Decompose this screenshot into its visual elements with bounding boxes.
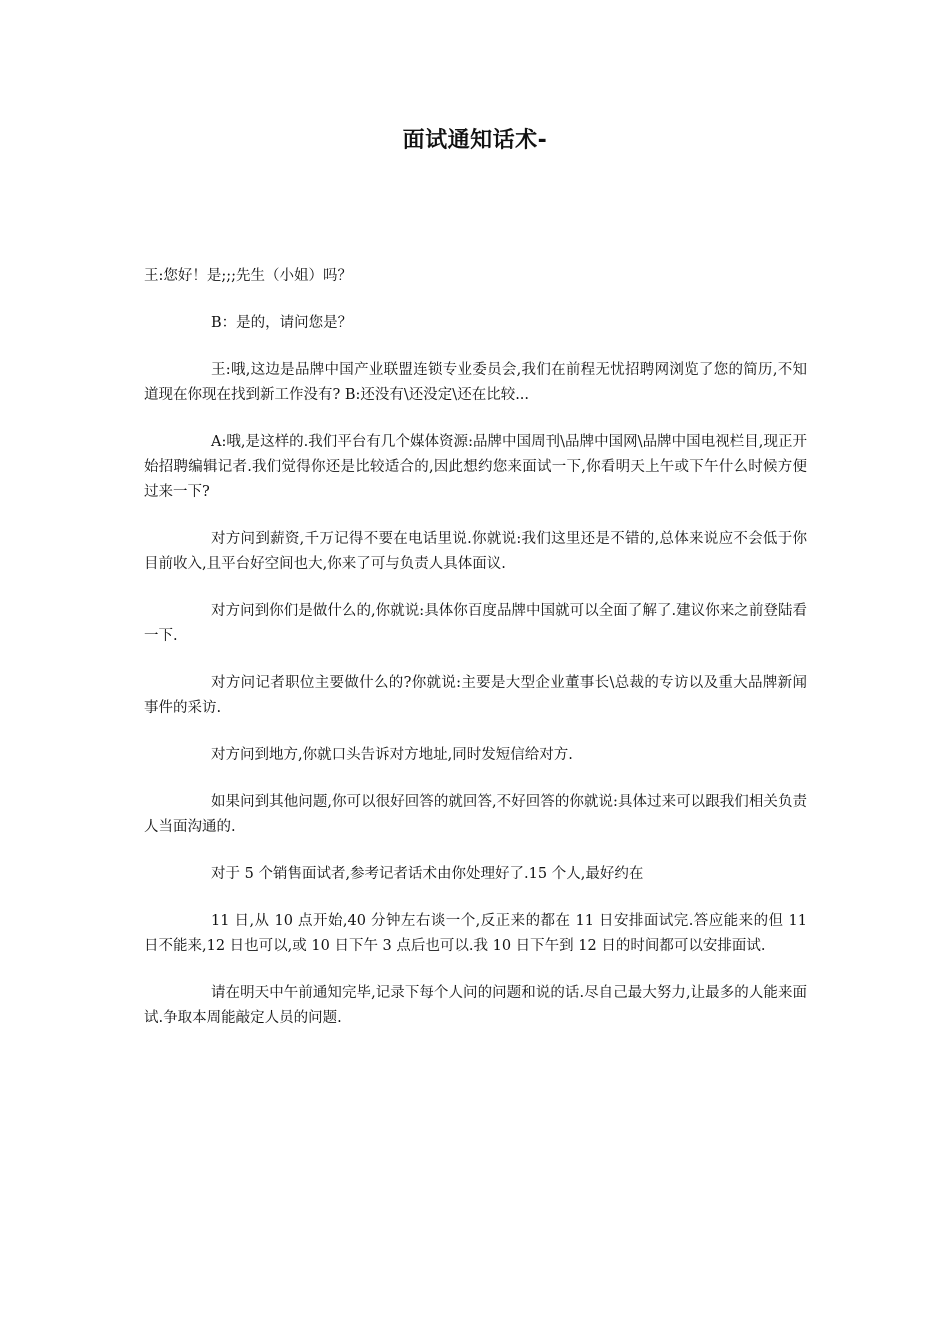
document-body [144,264,807,1053]
paragraph-invitation: A:哦,是这样的.我们平台有几个媒体资源:品牌中国周刊\品牌中国网\品牌中国电视栏目,现正开始招聘编辑记者.我们觉得你还是比较适合的,因此想约您来面试一下,你看明天上午或下午什么时候方便过来一下? [144,434,807,500]
paragraph-schedule: 11 日,从 10 点开始,40 分钟左右谈一个,反正来的都在 11 日安排面试完.答应能来的但 11 日不能来,12 日也可以,或 10 日下午 3 点后也可以.我 10 日下午到 12 日的时间都可以安排面试. [144,913,807,954]
paragraph-salary: 对方问到薪资,千万记得不要在电话里说.你就说:我们这里还是不错的,总体来说应不会低于你目前收入,且平台好空间也大,你来了可与负责人具体面议. [144,531,807,572]
paragraph-sales-candidates: 对于 5 个销售面试者,参考记者话术由你处理好了.15 个人,最好约在 [211,866,644,882]
paragraph-intro: 王:哦,这边是品牌中国产业联盟连锁专业委员会,我们在前程无忧招聘网浏览了您的简历,不知道现在你现在找到新工作没有? B:还没有\还没定\还在比较... [144,362,807,403]
paragraph-other-questions: 如果问到其他问题,你可以很好回答的就回答,不好回答的你就说:具体过来可以跟我们相关负责人当面沟通的. [144,794,807,835]
paragraph-reply: B：是的，请问您是？ [211,315,353,331]
paragraph-deadline: 请在明天中午前通知完毕,记录下每个人问的问题和说的话.尽自己最大努力,让最多的人能来面试.争取本周能敲定人员的问题. [144,985,807,1026]
paragraph-company: 对方问到你们是做什么的,你就说:具体你百度品牌中国就可以全面了解了.建议你来之前登陆看一下. [144,603,807,644]
paragraph-greeting: 王:您好！是;;;先生（小姐）吗？ [144,268,353,284]
paragraph-location: 对方问到地方,你就口头告诉对方地址,同时发短信给对方. [211,747,573,763]
paragraph-job-duties: 对方问记者职位主要做什么的?你就说:主要是大型企业董事长\总裁的专访以及重大品牌新闻事件的采访. [144,675,807,716]
document-title: 面试通知话术- [402,128,548,153]
